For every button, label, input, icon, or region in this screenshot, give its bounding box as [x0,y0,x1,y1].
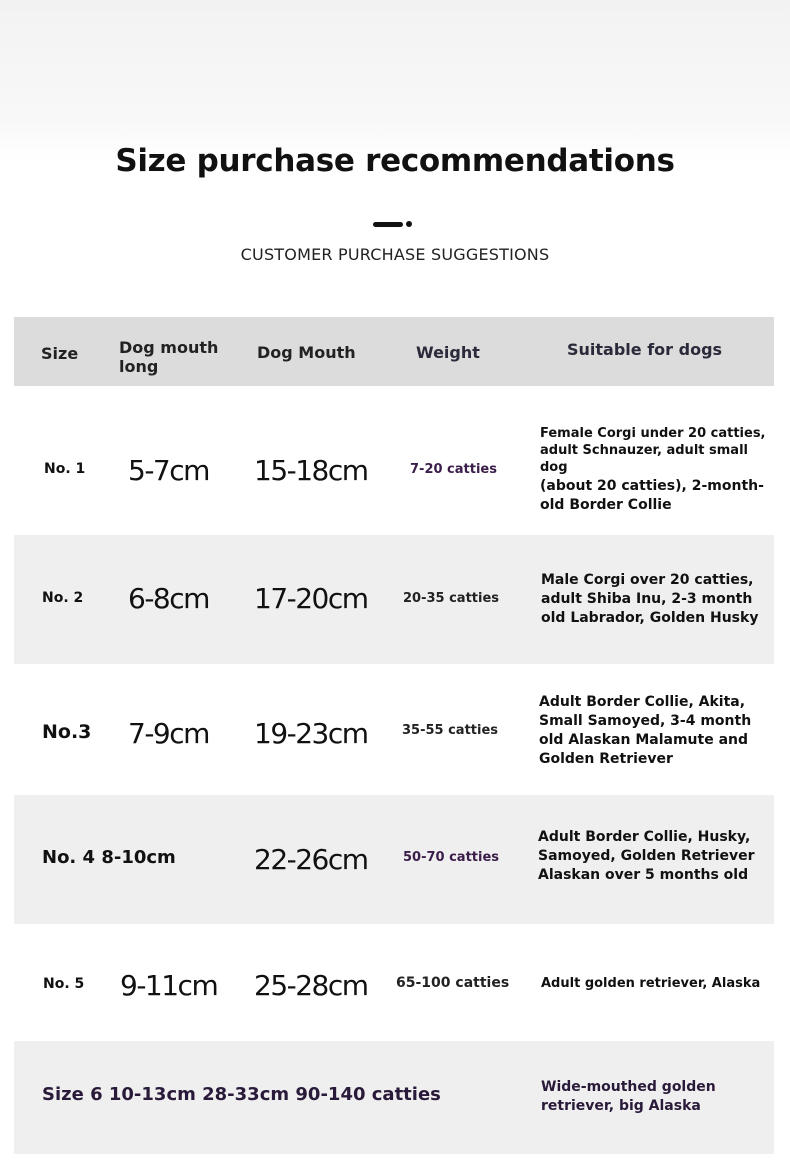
top-background [0,0,790,165]
table-header [14,317,774,386]
row-size: No. 1 [44,461,86,477]
row-mouth-long: 9-11cm [120,969,218,1002]
row-suitable-line2: retriever, big Alaska [541,1098,701,1114]
header-size: Size [41,344,79,363]
row-suitable-line2: adult Shiba Inu, 2-3 month [541,591,753,607]
page-title: Size purchase recommendations [115,143,675,179]
row-mouth: 22-26cm [254,843,368,876]
row-suitable-line1: Adult Border Collie, Akita, [539,694,746,710]
row-weight: 20-35 catties [403,591,500,606]
title-divider-dot [406,221,412,227]
row-mouth: 15-18cm [254,454,368,487]
page-subtitle: CUSTOMER PURCHASE SUGGESTIONS [240,245,550,264]
row-size: No.3 [42,721,92,743]
table-row-3 [14,664,774,795]
table-row-5 [14,924,774,1041]
row-suitable-line1: Wide-mouthed golden [541,1079,716,1095]
row-suitable-line3: dog [540,460,568,475]
row-size: No. 5 [43,976,85,992]
row-suitable-line1: Male Corgi over 20 catties, [541,572,754,588]
row-mouth: 25-28cm [254,969,368,1002]
table-row-4 [14,795,774,924]
row-suitable-line3: Alaskan over 5 months old [538,867,749,883]
table-row-6 [14,1041,774,1154]
row-suitable-line3: old Alaskan Malamute and [539,732,749,748]
row-suitable-line5: old Border Collie [540,497,672,513]
row-suitable-line1: Adult Border Collie, Husky, [538,829,751,845]
row-weight: 7-20 catties [410,462,497,477]
header-mouth: Dog Mouth [257,343,356,362]
header-suitable: Suitable for dogs [567,340,723,359]
row-mouth-long: 7-9cm [128,717,209,750]
row-suitable-line1: Female Corgi under 20 catties, [540,426,766,441]
row-suitable-line4: Golden Retriever [539,751,673,767]
header-mouth-long-line1: Dog mouth [119,338,219,357]
row-weight: 65-100 catties [396,975,510,991]
row-suitable-line2: Samoyed, Golden Retriever [538,848,755,864]
row-weight: 35-55 catties [402,723,499,738]
row-size-and-mouth-long: No. 4 8-10cm [42,847,176,868]
row-suitable-line4: (about 20 catties), 2-month- [540,478,764,494]
title-divider [373,222,403,227]
row-weight: 50-70 catties [403,850,500,865]
header-mouth-long-line2: long [119,357,159,376]
row-suitable-line2: Small Samoyed, 3-4 month [539,713,752,729]
row-suitable-line3: old Labrador, Golden Husky [541,610,759,626]
row-mouth: 19-23cm [254,717,368,750]
row-mouth: 17-20cm [254,582,368,615]
row-combined-values: Size 6 10-13cm 28-33cm 90-140 catties [42,1084,441,1105]
row-suitable-line2: adult Schnauzer, adult small [540,443,748,458]
table-row-1 [14,387,774,535]
header-weight: Weight [416,343,480,362]
row-mouth-long: 5-7cm [128,454,209,487]
row-suitable-line1: Adult golden retriever, Alaska [541,976,761,991]
row-mouth-long: 6-8cm [128,582,209,615]
row-size: No. 2 [42,590,84,606]
table-row-2 [14,535,774,664]
